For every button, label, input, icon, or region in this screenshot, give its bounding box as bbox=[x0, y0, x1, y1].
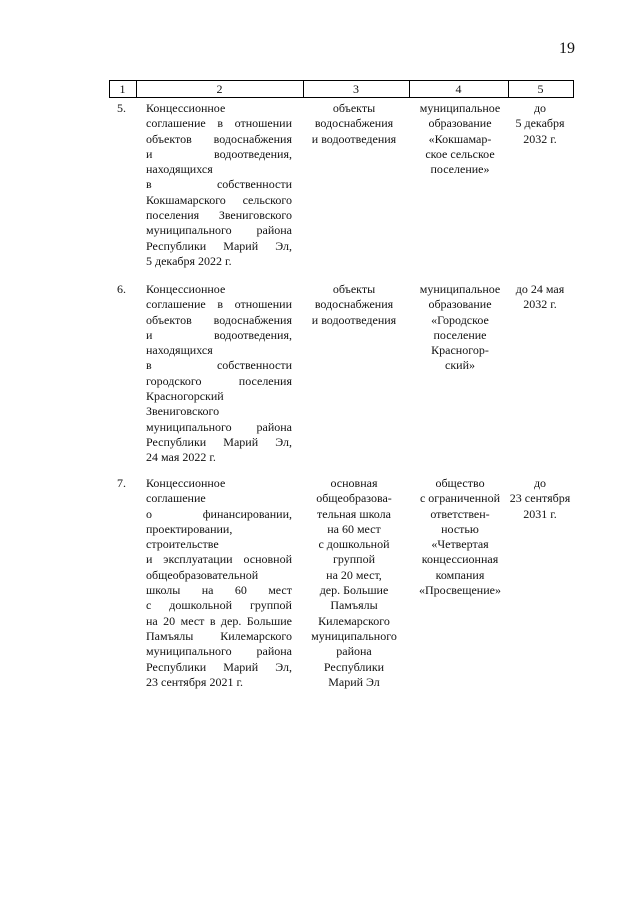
concessionaire-line: ностью bbox=[441, 521, 479, 536]
header-col-3: 3 bbox=[353, 82, 359, 96]
agreement-description-line: в собственности bbox=[146, 358, 292, 373]
agreement-description-line: муниципального района bbox=[146, 644, 292, 659]
agreement-object-line: водоснабжения bbox=[314, 116, 394, 131]
agreement-object-line: объекты bbox=[332, 282, 376, 296]
agreement-description-line: и водоотведения, bbox=[146, 146, 292, 161]
page-number: 19 bbox=[559, 40, 575, 57]
agreement-description-line: школы на 60 мест bbox=[146, 583, 292, 598]
header-col-2: 2 bbox=[216, 82, 223, 96]
concessionaire-line: «Городское bbox=[431, 312, 489, 327]
concessionaire bbox=[412, 282, 508, 374]
term-date bbox=[508, 476, 572, 522]
term-date bbox=[508, 101, 572, 147]
agreement-description-line: муниципального района bbox=[146, 419, 292, 434]
agreement-description bbox=[146, 476, 292, 690]
agreement-description-line: соглашение bbox=[146, 491, 206, 506]
concessionaire-line: поселение» bbox=[430, 162, 490, 177]
agreement-description-line: с дошкольной группой bbox=[146, 598, 292, 613]
agreement-object bbox=[304, 282, 404, 328]
term-date-line: 2032 г. bbox=[523, 297, 557, 312]
agreement-description-line: находящихся bbox=[146, 343, 213, 358]
concessionaire-line: образование bbox=[428, 116, 492, 131]
agreement-description-line: Концессионное bbox=[146, 101, 226, 115]
agreement-description-line: Красногорский bbox=[146, 389, 224, 404]
agreement-description-line: общеобразовательной bbox=[146, 567, 259, 582]
concessionaire-line: ское сельское bbox=[425, 146, 495, 161]
term-date-line: 23 сентября bbox=[509, 491, 571, 506]
agreement-description-line: поселения Звениговского bbox=[146, 208, 292, 223]
agreement-description-line: соглашение в отношении bbox=[146, 116, 292, 131]
agreement-description-line: городского поселения bbox=[146, 373, 292, 388]
agreement-object-line: Килемарского bbox=[318, 613, 390, 628]
agreement-description-line: находящихся bbox=[146, 162, 213, 177]
concessionaire-line: «Кокшамар- bbox=[428, 131, 492, 146]
concessionaire-line: ответствен- bbox=[430, 506, 490, 521]
agreement-description-line: 24 мая 2022 г. bbox=[146, 450, 216, 465]
agreement-description-line: 5 декабря 2022 г. bbox=[146, 253, 232, 268]
header-col-4: 4 bbox=[455, 82, 462, 96]
agreement-description-line: на 20 мест в дер. Большие bbox=[146, 613, 292, 628]
term-date bbox=[508, 282, 572, 313]
agreement-object bbox=[304, 476, 404, 690]
agreement-description-line: объектов водоснабжения bbox=[146, 131, 292, 146]
agreement-object-line: на 60 мест bbox=[327, 521, 381, 536]
agreement-object-line: Памъялы bbox=[330, 598, 378, 613]
header-col-1: 1 bbox=[119, 82, 126, 96]
concessionaire-line: «Четвертая bbox=[431, 537, 489, 552]
agreement-description bbox=[146, 101, 292, 269]
agreement-description-line: Кокшамарского сельского bbox=[146, 192, 292, 207]
agreement-object-line: общеобразова- bbox=[316, 491, 392, 506]
concessionaire-line: концессионная bbox=[421, 552, 499, 567]
agreement-object-line: и водоотведения bbox=[311, 131, 397, 146]
agreement-description bbox=[146, 282, 292, 466]
concessionaire-line: образование bbox=[428, 297, 492, 312]
agreement-description-line: Республики Марий Эл, bbox=[146, 659, 292, 674]
concessionaire-line: поселение bbox=[433, 327, 487, 342]
agreement-description-line: Концессионное bbox=[146, 476, 226, 490]
concessionaire-line: «Просвещение» bbox=[419, 583, 501, 598]
agreement-object-line: с дошкольной bbox=[318, 537, 390, 552]
agreement-description-line: Звениговского bbox=[146, 404, 220, 419]
agreement-description-line: в собственности bbox=[146, 177, 292, 192]
agreement-description-line: строительстве bbox=[146, 537, 219, 552]
agreement-object-line: группой bbox=[332, 552, 376, 567]
row-number: 7. bbox=[117, 476, 126, 490]
agreement-description-line: Республики Марий Эл, bbox=[146, 238, 292, 253]
agreement-description-line: 23 сентября 2021 г. bbox=[146, 674, 244, 689]
concessionaire-line: ский» bbox=[445, 358, 475, 373]
concessionaire-line: с ограниченной bbox=[419, 491, 501, 506]
agreement-object-line: дер. Большие bbox=[319, 583, 389, 598]
agreement-object-line: Марий Эл bbox=[328, 674, 380, 689]
agreement-description-line: соглашение в отношении bbox=[146, 297, 292, 312]
concessionaire bbox=[412, 101, 508, 177]
header-col-5: 5 bbox=[537, 82, 544, 96]
term-date-line: 2031 г. bbox=[523, 506, 557, 521]
agreement-description-line: объектов водоснабжения bbox=[146, 312, 292, 327]
agreement-object bbox=[304, 101, 404, 147]
table-header bbox=[109, 80, 574, 98]
agreement-description-line: муниципального района bbox=[146, 223, 292, 238]
term-date-line: 2032 г. bbox=[523, 131, 557, 146]
agreement-object-line: Республики bbox=[323, 659, 385, 674]
term-date-line: 5 декабря bbox=[515, 116, 565, 131]
row-number: 6. bbox=[117, 282, 126, 296]
agreement-description-line: и эксплуатации основной bbox=[146, 552, 292, 567]
term-date-line: до 24 мая bbox=[515, 282, 565, 296]
agreement-object-line: основная bbox=[330, 476, 378, 490]
agreement-description-line: проектировании, bbox=[146, 521, 233, 536]
agreement-object-line: и водоотведения bbox=[311, 312, 397, 327]
agreement-description-line: Памъялы Килемарского bbox=[146, 628, 292, 643]
term-date-line: до bbox=[533, 101, 547, 115]
agreement-object-line: муниципального bbox=[311, 628, 397, 643]
agreement-object-line: водоснабжения bbox=[314, 297, 394, 312]
agreement-description-line: Концессионное bbox=[146, 282, 226, 296]
agreement-object-line: района bbox=[336, 644, 372, 659]
agreement-object-line: на 20 мест, bbox=[326, 567, 382, 582]
concessionaire bbox=[412, 476, 508, 598]
concessionaire-line: Красногор- bbox=[431, 343, 489, 358]
agreement-description-line: и водоотведения, bbox=[146, 327, 292, 342]
concessionaire-line: общество bbox=[435, 476, 485, 490]
agreement-description-line: о финансировании, bbox=[146, 506, 292, 521]
agreement-object-line: тельная школа bbox=[317, 506, 391, 521]
agreement-object-line: объекты bbox=[332, 101, 376, 115]
agreement-description-line: Республики Марий Эл, bbox=[146, 434, 292, 449]
concessionaire-line: муниципальное bbox=[419, 282, 501, 296]
row-number: 5. bbox=[117, 101, 126, 115]
concessionaire-line: компания bbox=[435, 567, 485, 582]
concessionaire-line: муниципальное bbox=[419, 101, 501, 115]
term-date-line: до bbox=[533, 476, 547, 490]
